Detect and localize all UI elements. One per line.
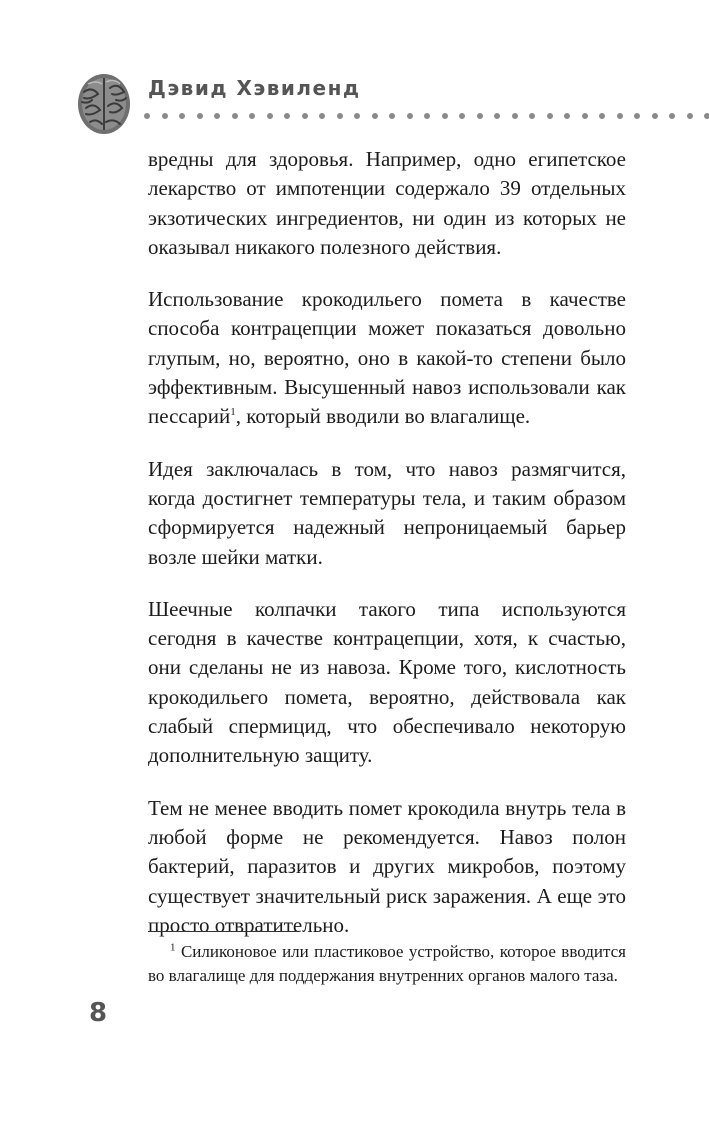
dotted-divider	[144, 110, 709, 122]
running-header	[0, 0, 709, 140]
footnote-separator	[148, 931, 298, 932]
body-text	[148, 145, 626, 963]
paragraph-text: , который вводили во влагалище.	[235, 404, 531, 429]
paragraph: Идея заключалась в том, что навоз размягчится, когда достигнет температуры тела, и таким образом сформируется надежный непроницаемый барьер возле шейки матки.	[148, 456, 626, 569]
paragraph-text: Использование крокодильего помета в качестве способа контрацепции может показаться довольно глупым, но, вероятно, оно в какой-то степени было эффективным. Высушенный навоз использовали как пессарий	[148, 287, 626, 429]
paragraph	[148, 285, 626, 431]
footnote-reference[interactable]: 1	[230, 406, 236, 419]
page-number: 8	[89, 998, 108, 1028]
paragraph: Шеечные колпачки такого типа используются сегодня в качестве контрацепции, хотя, к счастью, они сделаны не из навоза. Кроме того, кислотность крокодильего помета, вероятно, действовала как слабый спермицид, что обеспечивало некоторую дополнительную защиту.	[148, 596, 626, 768]
paragraph: вредны для здоровья. Например, одно египетское лекарство от импотенции содержало 39 отдельных экзотических ингредиентов, ни один из которых не оказывал никакого полезного действия.	[148, 147, 626, 259]
brain-icon	[76, 72, 132, 136]
footnote-mark: 1	[170, 941, 176, 954]
footnote	[148, 940, 626, 988]
author-name: Дэвид Хэвиленд	[148, 76, 361, 100]
footnote-text: Силиконовое или пластиковое устройство, которое вводится во влагалище для поддержания внутренних органов малого таза.	[148, 942, 627, 985]
paragraph: Тем не менее вводить помет крокодила внутрь тела в любой форме не рекомендуется. Навоз полон бактерий, паразитов и других микробов, поэтому существует значительный риск заражения. А еще это просто отвратительно.	[148, 795, 626, 937]
